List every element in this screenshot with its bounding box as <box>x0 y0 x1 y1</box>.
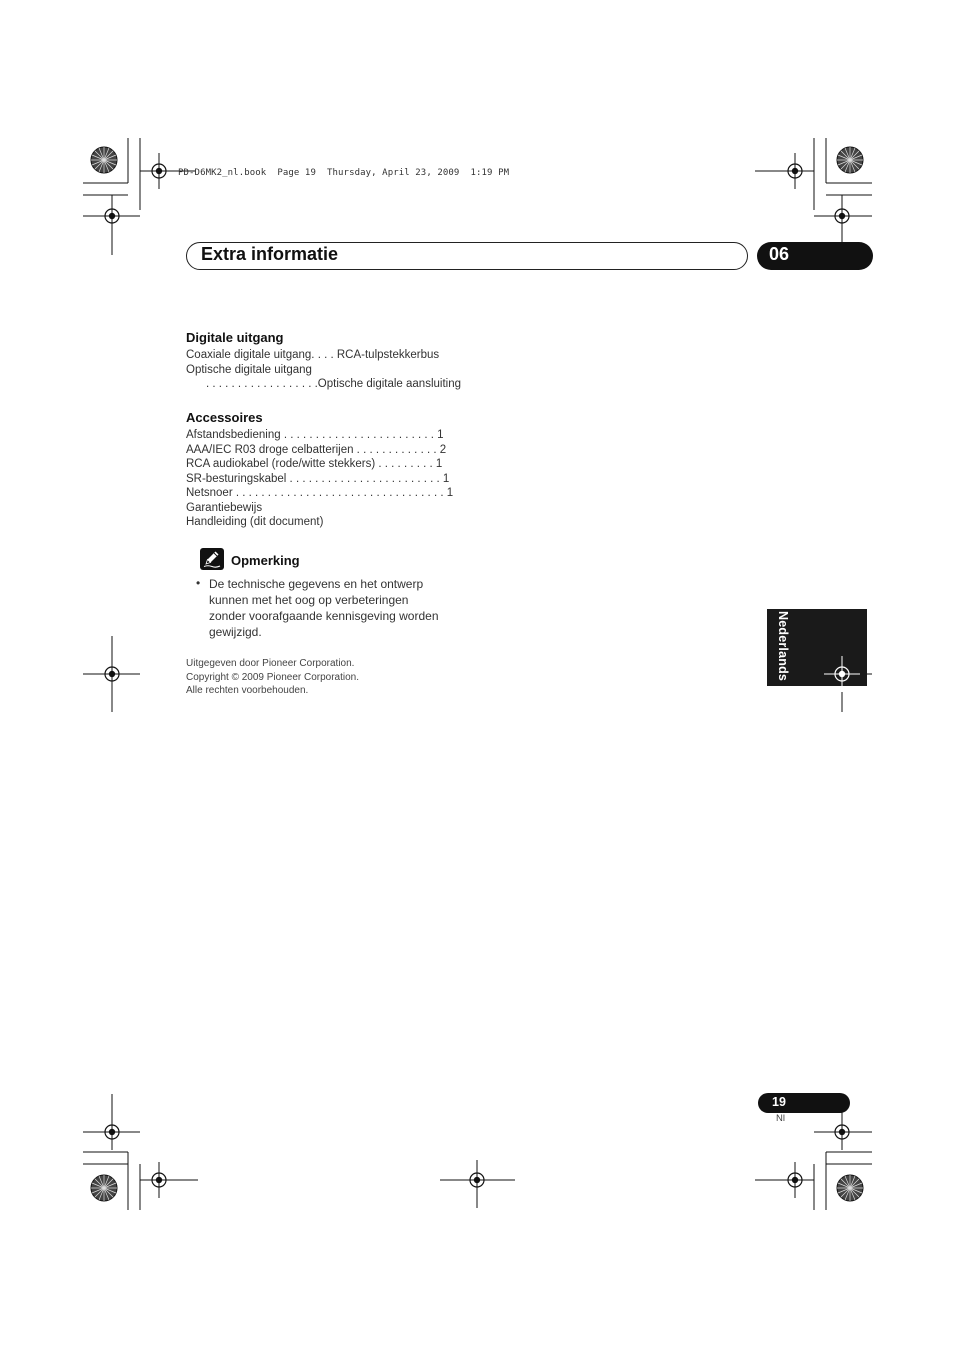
chapter-number: 06 <box>769 244 790 264</box>
accessory-item: AAA/IEC R03 droge celbatterijen . . . . . . . . . . . . . 2 <box>186 443 447 456</box>
accessory-item: Handleiding (dit document) <box>186 516 324 528</box>
section-heading-accessories: Accessoires <box>186 410 263 425</box>
rights-line: Alle rechten voorbehouden. <box>186 685 309 696</box>
page-number: 19 <box>772 1095 786 1109</box>
publisher-line: Uitgegeven door Pioneer Corporation. <box>186 658 355 669</box>
note-text-line: De technische gegevens en het ontwerp <box>209 577 424 591</box>
copyright-line: Copyright © 2009 Pioneer Corporation. <box>186 671 360 683</box>
spec-coax <box>186 348 461 363</box>
spec-coax-value: RCA-tulpstekkerbus <box>336 349 440 361</box>
pencil-note-icon <box>200 548 224 570</box>
accessory-item: Afstandsbediening . . . . . . . . . . . . . . . . . . . . . . . . 1 <box>186 429 444 441</box>
page-number-badge <box>758 1093 850 1113</box>
registration-mark-icon <box>824 656 860 692</box>
spec-optical-value: . . . . . . . . . . . . . . . . . .Optische digitale aansluiting <box>205 378 461 390</box>
note-text-line: zonder voorafgaande kennisgeving worden <box>209 609 439 623</box>
print-slug: PD-D6MK2_nl.book Page 19 Thursday, April 23, 2009 1:19 PM <box>178 168 510 178</box>
accessory-item: RCA audiokabel (rode/witte stekkers) . . . . . . . . . 1 <box>186 458 443 470</box>
chapter-title: Extra informatie <box>201 244 339 264</box>
bullet-icon: • <box>196 576 201 590</box>
spec-optical-label: Optische digitale uitgang <box>186 363 312 376</box>
accessory-item: SR-besturingskabel . . . . . . . . . . . . . . . . . . . . . . . . 1 <box>186 472 450 485</box>
accessory-item: Garantiebewijs <box>186 501 263 514</box>
page-language-code: Nl <box>776 1113 785 1124</box>
chapter-header <box>186 242 748 270</box>
note-text-line: kunnen met het oog op verbeteringen <box>209 593 409 607</box>
accessory-item: Netsnoer . . . . . . . . . . . . . . . . . . . . . . . . . . . . . . . . . 1 <box>186 487 454 499</box>
chapter-number-badge <box>757 242 873 270</box>
note-text-line: gewijzigd. <box>209 625 262 639</box>
spec-coax-label: Coaxiale digitale uitgang. . . . <box>186 349 337 361</box>
note-title: Opmerking <box>231 553 300 568</box>
section-heading-digital: Digitale uitgang <box>186 330 284 345</box>
language-tab-label: Nederlands <box>776 611 790 682</box>
